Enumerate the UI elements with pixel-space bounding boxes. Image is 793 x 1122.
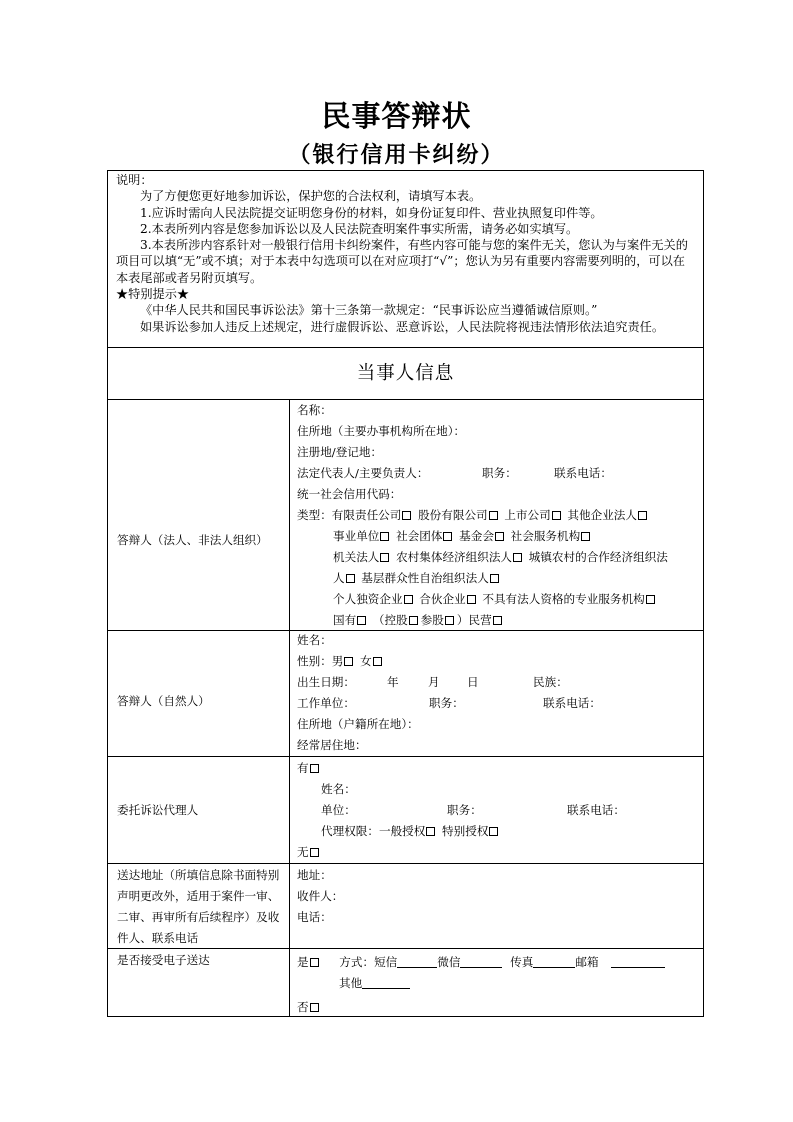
org-respondent-label: 答辩人（法人、非法人组织） [117,533,268,547]
checkbox[interactable] [380,553,389,562]
type-option-label: （控股 [372,613,408,627]
document-subtitle: （银行信用卡纠纷） [288,142,505,168]
instructions-item: 3.本表所涉内容系针对一般银行信用卡纠纷案件，有些内容可能与您的案件无关，您认为与案件无关的项目可以填“无”或不填；对于本表中勾选项可以在对应项打“√”；您认为另有重要内容需要列明的，可以在本表尾部或者另附页填写。 [116,238,688,285]
type-option-label: ）民营 [456,613,492,627]
checkbox[interactable] [552,511,561,520]
org-respondent-fields [297,400,699,631]
person-ethnic-field[interactable]: 民族： [533,675,568,689]
fax-label: 传真 [510,955,534,969]
instructions-heading: 说明： [116,173,153,187]
checkbox[interactable] [646,595,655,604]
person-name-field[interactable]: 姓名： [297,633,332,647]
type-option-label: 城镇农村的合作经济组织法 [528,550,668,564]
electronic-yes-label: 是 [297,955,309,969]
delivery-recipient-field[interactable]: 收件人： [297,889,344,903]
checkbox[interactable] [443,532,452,541]
document-title: 民事答辩状 [321,99,472,133]
sms-input[interactable] [397,954,437,968]
electronic-delivery-label: 是否接受电子送达 [117,953,210,967]
wechat-label: 微信 [437,955,461,969]
type-option-label: 基金会 [459,529,494,543]
type-option-label: 事业单位 [333,529,380,543]
type-option-label: 社会团体 [396,529,443,543]
type-option-label: 农村集体经济组织法人 [396,550,513,564]
checkbox[interactable] [346,574,355,583]
person-gender-label: 性别：男 [297,654,344,668]
type-option-label: 参股 [420,613,444,627]
org-rep-phone-field[interactable]: 联系电话： [554,466,612,480]
checkbox-electronic-no[interactable] [310,1003,319,1012]
delivery-label: 送达地址（所填信息除书面特别声明更改外，适用于案件一审、二审、再审所有后续程序）及收件人、联系电话 [117,868,280,945]
birth-day-label: 日 [467,675,479,689]
email-label: 邮箱 [575,955,599,969]
special-notice-law: 《中华人民共和国民事诉讼法》第十三条第一款规定：“民事诉讼应当遵循诚信原则。” [140,303,598,318]
checkbox[interactable] [581,532,590,541]
delivery-address-field[interactable]: 地址： [297,868,332,882]
checkbox[interactable] [467,595,476,604]
checkbox[interactable] [638,511,647,520]
section-title: 当事人信息 [356,363,455,384]
type-option-label: 其他企业法人 [567,508,637,522]
special-notice-heading: ★特别提示★ [116,287,190,302]
column-divider [289,399,290,1016]
row-divider [108,756,703,757]
sms-label: 方式：短信 [339,955,398,969]
agent-position-field[interactable]: 职务： [447,803,482,817]
type-option-label: 人 [333,571,345,585]
checkbox[interactable] [380,532,389,541]
type-option-label: 国有 [333,613,357,627]
checkbox-female[interactable] [373,657,382,666]
person-phone-field[interactable]: 联系电话： [543,696,601,710]
instructions-item: 2.本表所列内容是您参加诉讼以及人民法院查明案件事实所需，请务必如实填写。 [140,221,579,236]
person-respondent-fields [297,630,699,756]
agent-yes-label: 有 [297,761,309,775]
agent-label: 委托诉讼代理人 [117,803,199,817]
email-input[interactable] [611,954,665,968]
checkbox[interactable] [495,532,504,541]
instructions [108,171,702,347]
checkbox[interactable] [357,616,366,625]
person-work-field[interactable]: 工作单位： [297,696,355,710]
org-address-field[interactable]: 住所地（主要办事机构所在地）： [297,424,466,438]
fax-input[interactable] [533,954,575,968]
birth-year-label: 年 [387,675,399,689]
special-notice-warning: 如果诉讼参加人违反上述规定，进行虚假诉讼、恶意诉讼，人民法院将视违法情形依法追究责任。 [140,319,665,334]
agent-authority-label: 代理权限：一般授权 [321,824,426,838]
checkbox-general-authority[interactable] [426,827,435,836]
org-type-label: 类型： [297,508,332,522]
agent-special-label: 特别授权 [442,824,489,838]
checkbox[interactable] [402,511,411,520]
person-female-label: 女 [360,654,372,668]
type-option-label: 个人独资企业 [333,592,403,606]
checkbox-electronic-yes[interactable] [310,958,319,967]
agent-unit-field[interactable]: 单位： [321,803,356,817]
person-respondent-label: 答辩人（自然人） [117,694,210,708]
type-option-label: 有限责任公司 [331,508,402,522]
checkbox[interactable] [490,574,499,583]
type-option-label: 基层群众性自治组织法人 [361,571,489,585]
instructions-intro: 为了方便您更好地参加诉讼，保护您的合法权利，请填写本表。 [140,189,482,204]
wechat-input[interactable] [460,954,502,968]
person-address-field[interactable]: 住所地（户籍所在地）： [297,717,419,731]
row-divider [108,863,703,864]
checkbox-agent-yes[interactable] [310,764,319,773]
agent-fields [297,758,699,863]
org-name-field[interactable]: 名称： [297,403,332,417]
type-option-label: 机关法人 [333,550,380,564]
org-registration-field[interactable]: 注册地/登记地： [297,445,383,459]
person-residence-field[interactable]: 经常居住地： [297,738,367,752]
person-birth-field[interactable]: 出生日期： [297,675,355,689]
checkbox[interactable] [445,616,454,625]
checkbox[interactable] [493,616,502,625]
row-divider [108,347,703,348]
agent-phone-field[interactable]: 联系电话： [567,803,625,817]
type-option-label: 社会服务机构 [510,529,581,543]
birth-month-label: 月 [428,675,440,689]
checkbox[interactable] [409,616,418,625]
checkbox-special-authority[interactable] [489,827,498,836]
electronic-delivery-fields [297,952,699,1018]
checkbox-agent-no[interactable] [310,848,319,857]
electronic-no-label: 否 [297,1000,309,1014]
type-option-label: 不具有法人资格的专业服务机构 [482,592,645,606]
agent-no-label: 无 [297,845,309,859]
checkbox[interactable] [513,553,522,562]
type-option-label: 合伙企业 [419,592,466,606]
org-representative-field[interactable]: 法定代表人/主要负责人： [297,466,429,480]
agent-name-field[interactable]: 姓名： [321,782,356,796]
delivery-phone-field[interactable]: 电话： [297,910,332,924]
checkbox[interactable] [489,511,498,520]
person-position-field[interactable]: 职务： [429,696,464,710]
checkbox[interactable] [404,595,413,604]
org-credit-code-field[interactable]: 统一社会信用代码： [297,487,402,501]
other-input[interactable] [362,975,410,989]
delivery-fields [297,865,699,928]
type-option-label: 上市公司 [504,508,551,522]
instructions-item: 1.应诉时需向人民法院提交证明您身份的材料，如身份证复印件、营业执照复印件等。 [140,205,603,220]
other-label: 其他 [339,976,363,990]
type-option-label: 股份有限公司 [418,508,488,522]
checkbox-male[interactable] [344,657,353,666]
org-rep-position-field[interactable]: 职务： [482,466,517,480]
